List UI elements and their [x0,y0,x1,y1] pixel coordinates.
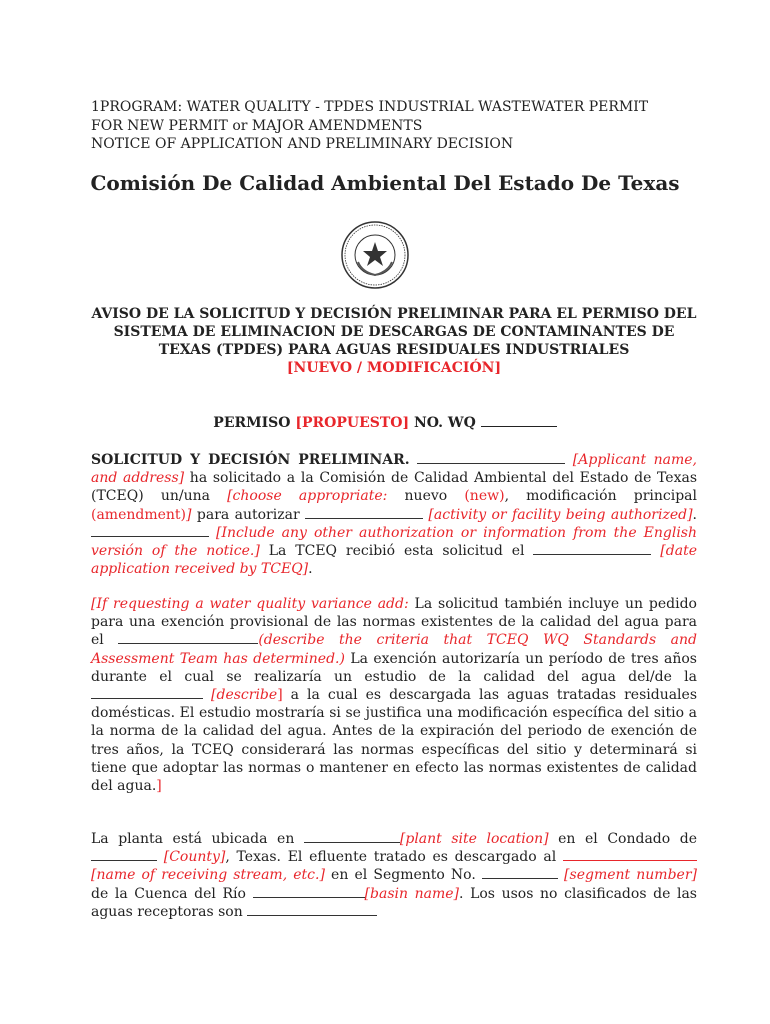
instruction-text: [basin name] [364,885,459,902]
header-line-3: NOTICE OF APPLICATION AND PRELIMINARY DECISION [91,136,514,152]
fill-in-blank [118,631,258,644]
instruction-text: ] [156,778,162,795]
notice-heading-text: AVISO DE LA SOLICITUD Y DECISIÓN PRELIMINAR PARA EL PERMISO DEL SISTEMA DE ELIMINACION DE DESCARGAS DE CONTAMINANTES DE TEXAS (TPDES) PARA AGUAS RESIDUALES INDUSTRIALES [91,306,697,358]
instruction-text: [Applicant name, and address] [91,452,697,487]
body-text: La planta está ubicada en [91,831,304,847]
instruction-text: [choose appropriate: [227,488,388,505]
body-text: de la Cuenca del Río [91,885,253,902]
instruction-text: [plant site location] [399,831,549,847]
body-text [410,452,418,468]
body-text: , modificación principal [504,488,697,505]
fill-in-blank [417,451,565,464]
body-text: La TCEQ recibió esta solicitud el [259,543,534,560]
instruction-text: [segment number] [557,867,697,884]
body-text: La solicitud también incluye un pedido para una exención provisional de las normas existentes de la calidad del agua para el [91,596,697,649]
body-text: , Texas. El efluente tratado es descargado al [225,849,563,866]
header-line-1: 1PROGRAM: WATER QUALITY - TPDES INDUSTRIAL WASTEWATER PERMIT [91,99,649,115]
body-text: La exención autorizaría un período de tres años durante el cual se realizaría un estudio de la calidad del agua del/de la [91,650,697,685]
notice-heading [91,305,697,377]
body-text: nuevo [387,488,465,505]
instruction-text: [If requesting a water quality variance add: [91,596,409,612]
header-line-2: FOR NEW PERMIT or MAJOR AMENDMENTS [91,117,423,134]
instruction-text: (describe the criteria that TCEQ WQ Standards and Assessment Team has determined.) [91,632,698,667]
permit-label: PERMISO [213,415,291,431]
notice-variant: [NUEVO / MODIFICACIÓN] [286,360,502,376]
permit-number-line [0,414,770,431]
fill-in-blank [91,524,209,537]
instruction-text: [activity or facility being authorized] [423,506,693,523]
body-text: . [692,506,697,523]
instruction-text: [name of receiving stream, etc.] [91,867,325,884]
body-text: . [308,561,313,578]
fill-in-blank [304,830,400,843]
instruction-text: [County] [157,849,226,866]
instruction-text: [describe [211,687,278,704]
body-text: en el Segmento No. [324,867,482,884]
permit-number-blank [481,414,557,427]
body-text [203,687,211,703]
fill-in-blank [91,848,157,861]
fill-in-blank [253,885,365,898]
instruction-text: (new) [464,488,505,505]
body-text: en el Condado de [548,831,697,847]
program-header [91,98,648,154]
instruction-text: [Include any other authorization or information from the English versión of the notice.] [91,524,697,560]
location-paragraph [91,830,697,921]
fill-in-blank [533,542,651,555]
body-text: SOLICITUD Y DECISIÓN PRELIMINAR. [91,452,410,468]
instruction-text: ] [186,506,192,523]
variance-paragraph [91,595,697,795]
body-text: a la cual es descargada las aguas tratadas residuales domésticas. El estudio mostraría si se justifica una modificación específica del sitio a la norma de la calidad del agua. Antes de la expiración del periodo de exención de tres años, la TCEQ considerará las normas específicas del sitio y determinará si tiene que adoptar las normas o mantener en efecto las normas existentes de calidad del agua. [91,687,697,795]
body-text: . Los usos no clasificados de las aguas receptoras son [91,885,697,920]
permit-proposed: [PROPUESTO] [295,415,410,431]
texas-state-seal-icon [340,220,410,290]
document-title: Comisión De Calidad Ambiental Del Estado De Texas [90,171,680,195]
instruction-text: [date application received by TCEQ] [91,543,697,578]
instruction-text: (amendment) [91,506,187,523]
body-text: ha solicitado a la Comisión de Calidad Ambiental del Estado de Texas (TCEQ) un/una [91,470,698,505]
fill-in-blank [305,506,423,519]
fill-in-blank [482,866,558,879]
instruction-text: ] [277,687,283,704]
fill-in-blank [563,848,697,861]
application-paragraph [91,451,697,578]
fill-in-blank [247,903,377,916]
permit-suffix: NO. WQ [413,415,476,431]
fill-in-blank [91,686,203,699]
body-text: para autorizar [191,506,306,523]
